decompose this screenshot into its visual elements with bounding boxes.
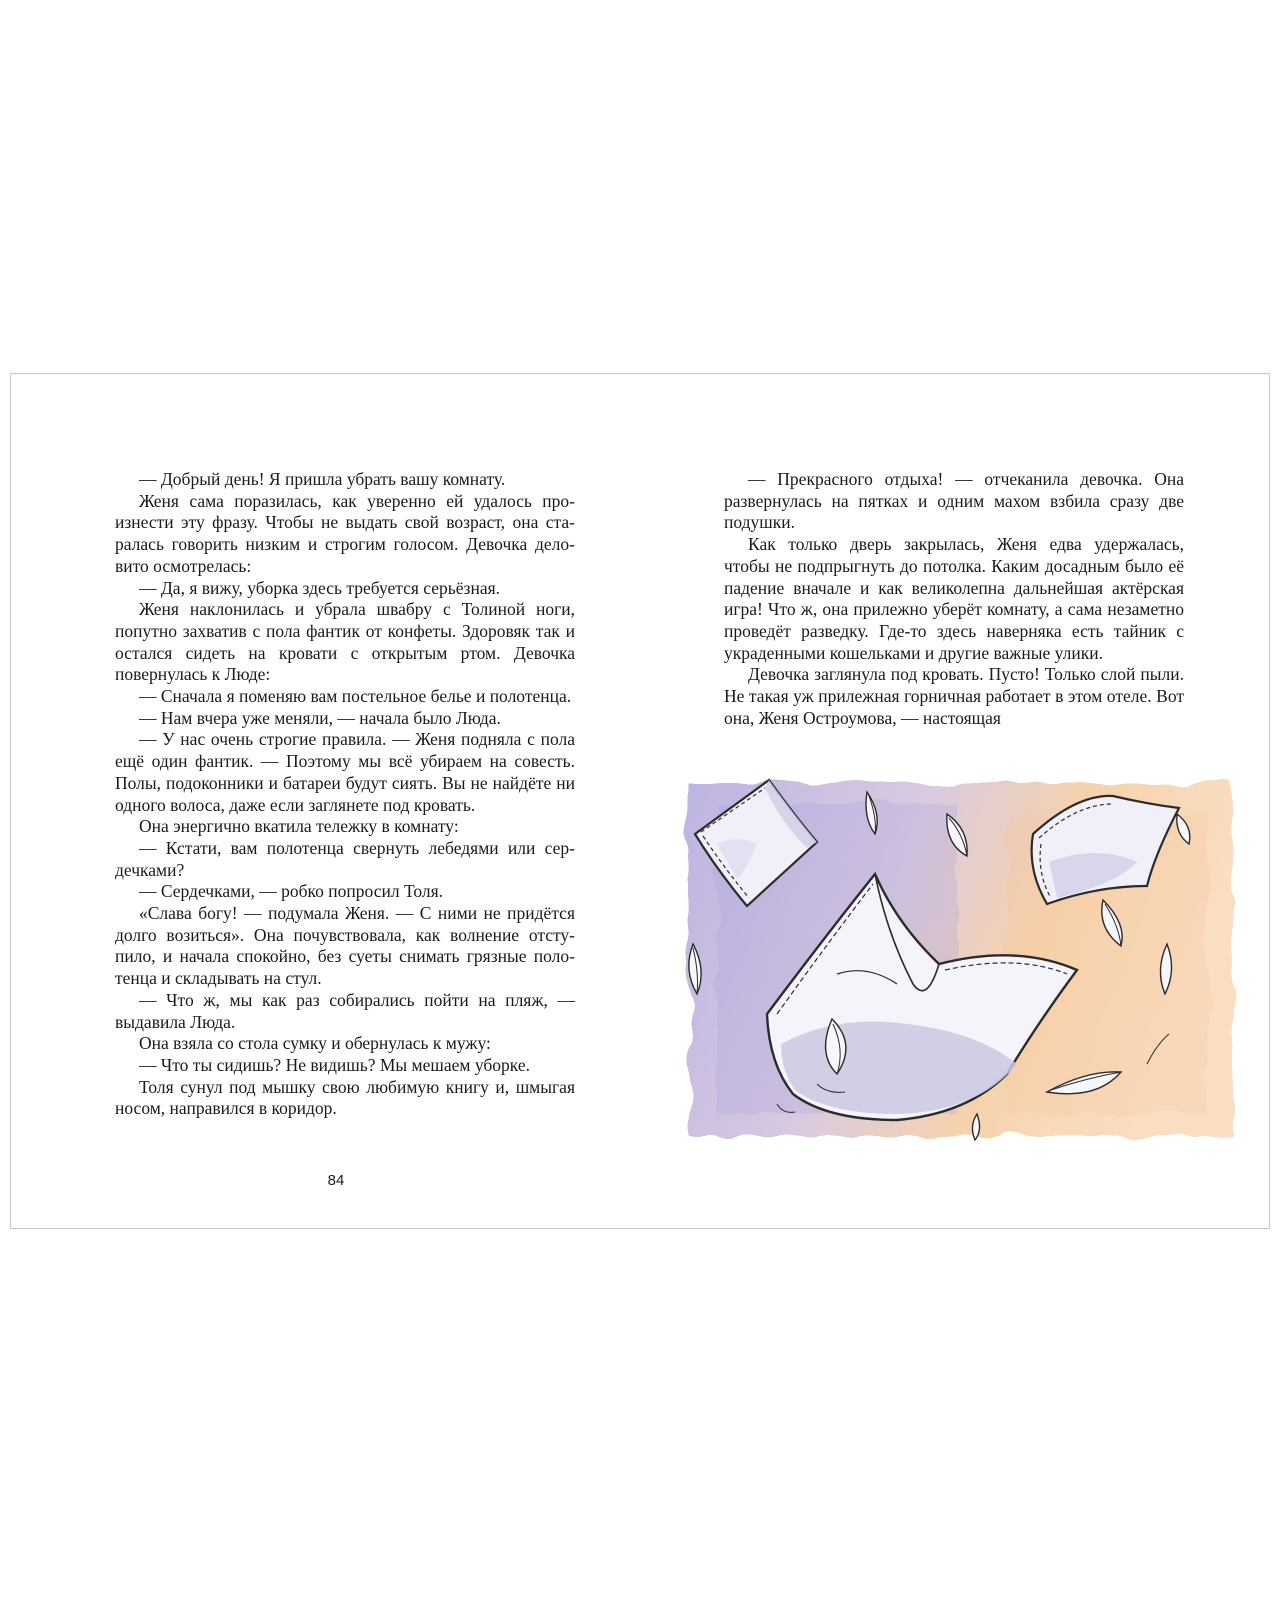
page-number: 84: [327, 1172, 345, 1189]
paragraph: «Слава богу! — подумала Женя. — С ними не придётся долго возиться». Она почувствовала, как волнение отступило, и начала спокойно, без суеты снимать грязные полотенца и складывать на стул.: [115, 903, 575, 989]
paragraph: Как только дверь закрылась, Женя едва удержалась, чтобы не подпрыгнуть до потолка. Каким досадным было её падение вначале и как великолепна дальнейшая актёрская игра! Что ж, она прилежно уберёт комнату, а сама незаметно проведёт разведку. Где-то здесь наверняка есть тайник с украденными кошельками и другие важные улики.: [724, 534, 1184, 663]
paragraph: — У нас очень строгие правила. — Женя подняла с пола ещё один фантик. — Поэтому мы всё убираем на совесть. Полы, подоконники и батареи будут сиять. Вы не найдёте ни одного волоса, даже если заглянете под кровать.: [115, 729, 575, 815]
paragraph: Женя сама поразилась, как уверенно ей удалось произнести эту фразу. Чтобы не выдать свой возраст, она старалась говорить низким и строгим голосом. Девочка деловито осмотрелась:: [115, 490, 575, 576]
paragraph: Толя сунул под мышку свою любимую книгу и, шмыгая носом, направился в коридор.: [115, 1076, 575, 1119]
paragraph: Женя наклонилась и убрала швабру с Толиной ноги, попутно захватив с пола фантик от конфеты. Здоровяк так и остался сидеть на кровати с открытым ртом. Девочка повернулась к Люде:: [115, 599, 575, 685]
paragraph: Девочка заглянула под кровать. Пусто! Только слой пыли. Не такая уж прилежная горничная работает в этом отеле. Вот она, Женя Остроумова, — настоящая: [724, 664, 1184, 728]
paragraph: — Добрый день! Я пришла убрать вашу комнату.: [139, 469, 506, 489]
paragraph: — Что ты сидишь? Не видишь? Мы мешаем уборке.: [139, 1054, 530, 1075]
pillows-and-feathers-icon: [677, 774, 1245, 1146]
paragraph: — Кстати, вам полотенца свернуть лебедями или сердечками?: [115, 837, 575, 880]
paragraph: Она взяла со стола сумку и обернулась к мужу:: [139, 1033, 491, 1054]
paragraph: — Нам вчера уже меняли, — начала было Люда.: [139, 707, 501, 728]
paragraph: — Сначала я поменяю вам постельное белье и полотенца.: [139, 686, 572, 707]
paragraph: — Сердечками, — робко попросил Толя.: [139, 881, 444, 902]
book-spread: [10, 373, 1270, 1229]
paragraph: — Что ж, мы как раз собирались пойти на пляж, — выдавила Люда.: [115, 989, 575, 1032]
right-page-text: [724, 469, 1184, 729]
paragraph: Она энергично вкатила тележку в комнату:: [139, 816, 459, 837]
paragraph: — Прекрасного отдыха! — отчеканила девочка. Она развернулась на пятках и одним махом взбила сразу две подушки.: [724, 469, 1184, 533]
left-page-text: [115, 469, 575, 1120]
paragraph: — Да, я вижу, уборка здесь требуется серьёзная.: [139, 577, 501, 598]
